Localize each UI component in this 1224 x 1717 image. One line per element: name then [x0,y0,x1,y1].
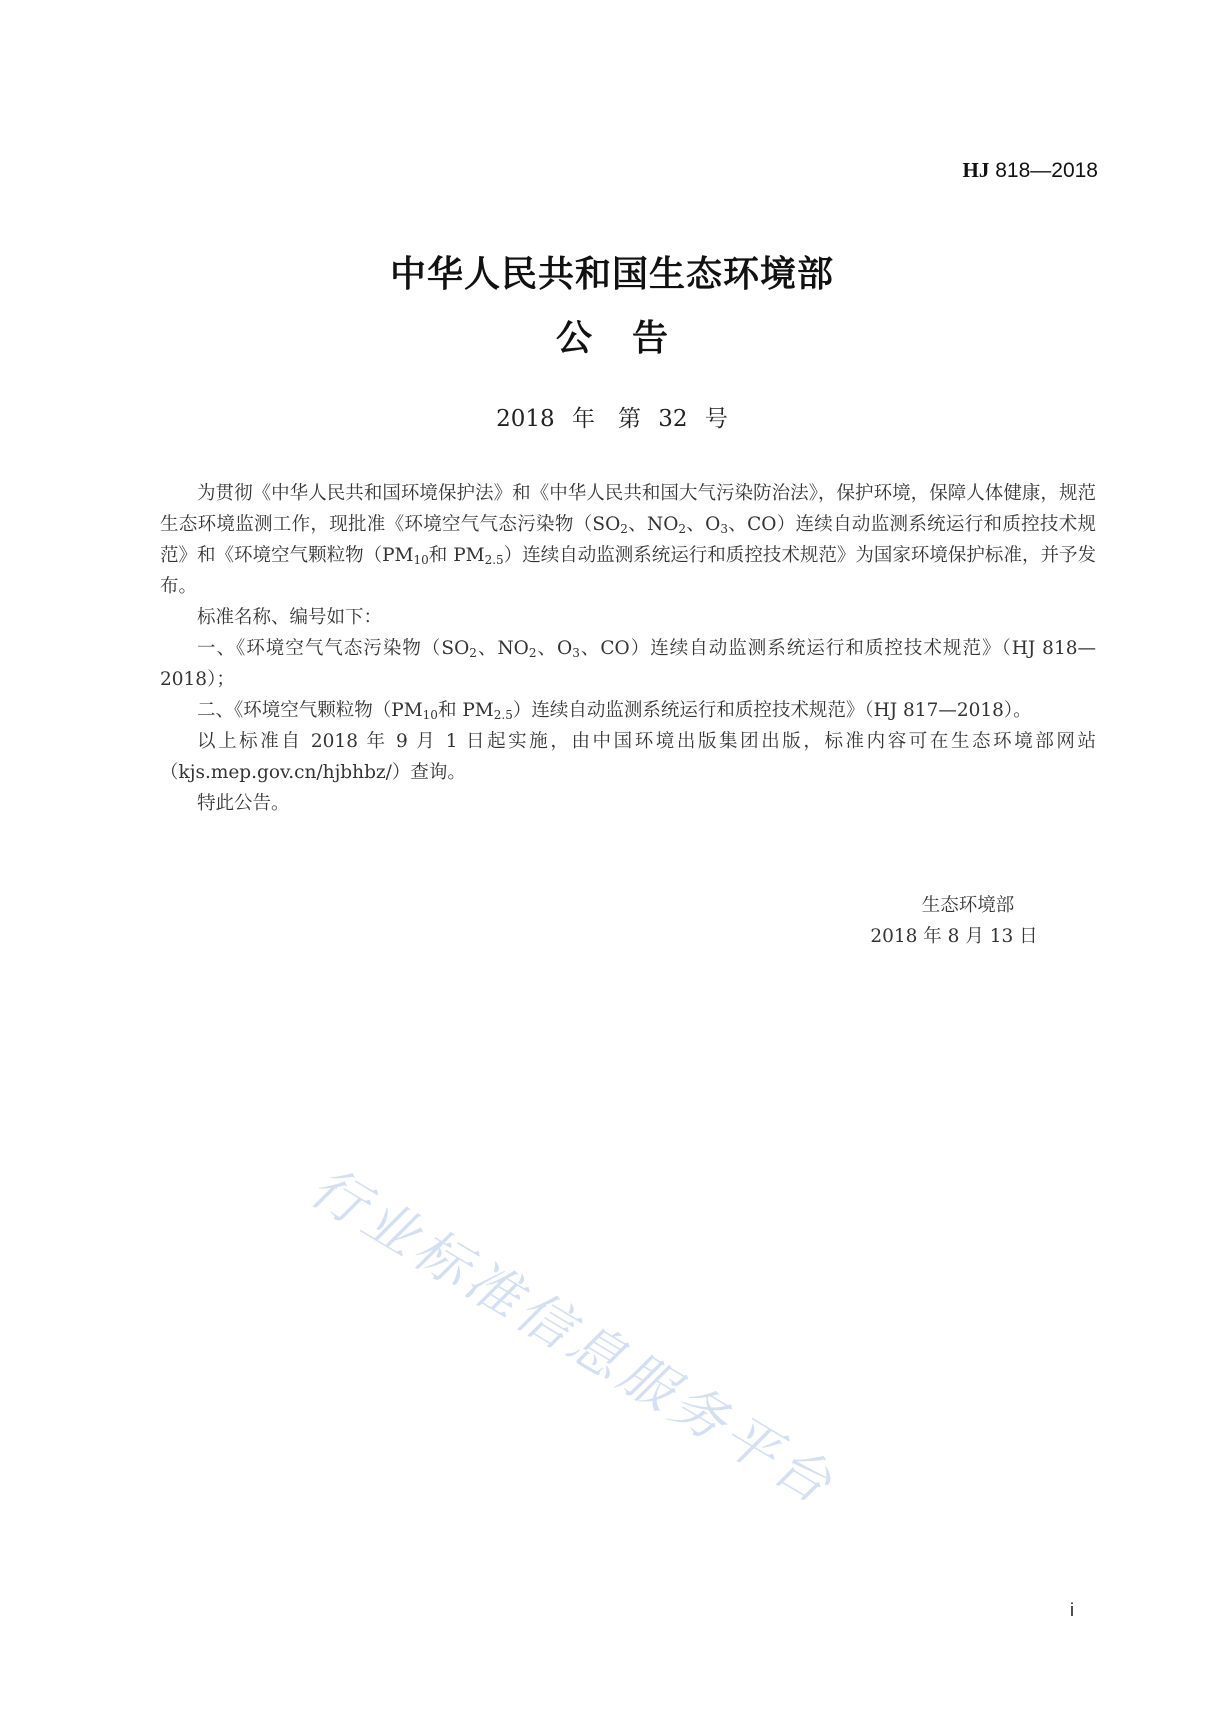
notice-body [160,478,1096,819]
signature-date: 2018 年 8 月 13 日 [870,926,1038,947]
signature-block [854,890,1054,952]
paragraph-intro: 为贯彻《中华人民共和国环境保护法》和《中华人民共和国大气污染防治法》，保护环境，保障人体健康，规范生态环境监测工作，现批准《环境空气气态污染物（$SO_2$、$NO_2$、$O_3$、CO）连续自动监测系统运行和质控技术规范》和《环境空气颗粒物（$PM_{10}$和 $PM_{2.5}$）连续自动监测系统运行和质控技术规范》为国家环境保护标准，并予发布。 [160,483,1097,597]
paragraph-standard-1: 一、《环境空气气态污染物（$SO_2$、$NO_2$、$O_3$、CO）连续自动监测系统运行和质控技术规范》（HJ 818—2018）； [160,638,1096,690]
document-code-prefix: HJ [962,158,990,182]
paragraph-standard-2: 二、《环境空气颗粒物（$PM_{10}$和 $PM_{2.5}$）连续自动监测系统运行和质控技术规范》（HJ 817—2018）。 [197,700,1032,722]
page-title: 中华人民共和国生态环境部 [389,254,834,295]
page-number: i [1070,1600,1074,1620]
notice-number: 2018 年 第 32 号 [496,406,728,432]
document-code [963,158,1098,183]
paragraph-standards-heading: 标准名称、编号如下： [197,607,383,628]
page-subtitle: 公告 [555,318,708,359]
watermark: 行业标准信息服务平台 [299,1154,847,1518]
signature-org: 生态环境部 [921,895,1015,916]
paragraph-closing: 特此公告。 [197,793,290,814]
document-code-number: 818—2018 [995,159,1098,182]
paragraph-implementation: 以上标准自 2018 年 9 月 1 日起实施，由中国环境出版集团出版，标准内容可在生态环境部网站（kjs.mep.gov.cn/hjbhbz/）查询。 [160,731,1096,783]
